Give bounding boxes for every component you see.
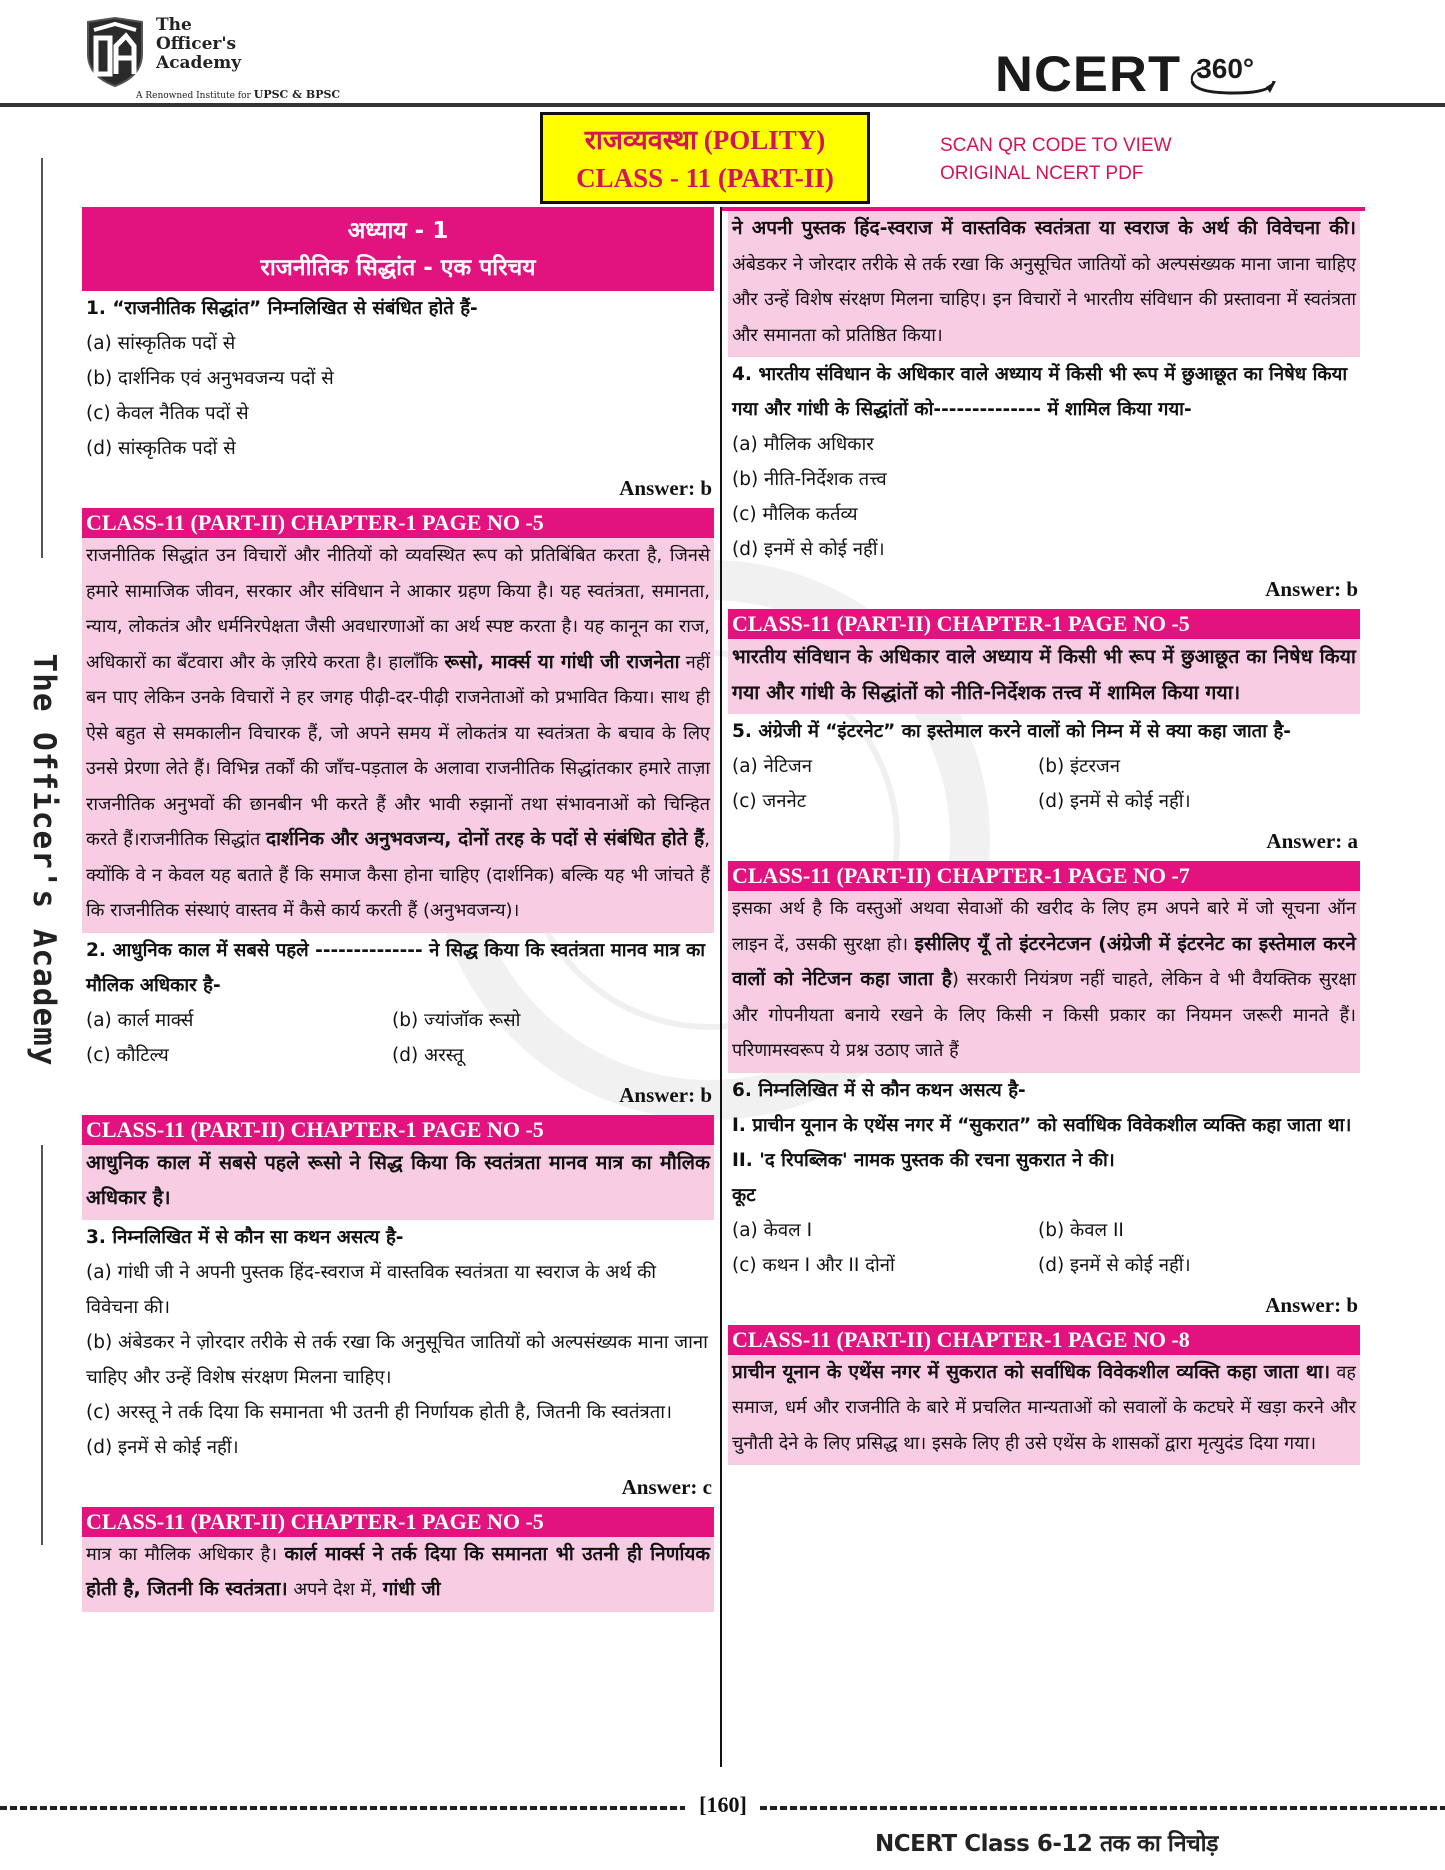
- reference-explanation-continued: ने अपनी पुस्तक हिंद-स्वराज में वास्तविक स्वतंत्रता या स्वराज के अर्थ की विवेचना की। अंबेडकर ने जोरदार तरीके से तर्क रखा कि अनुसूचित जातियों को अल्पसंख्यक माना जाना चाहिए और उन्हें विशेष संरक्षण मिलना चाहिए। इन विचारों ने भारतीय संविधान की प्रस्तावना में स्वतंत्रता और समानता को प्रतिष्ठित किया।: [728, 211, 1360, 357]
- question-block-5: [728, 714, 1360, 1073]
- statement-1: I. प्राचीन यूनान के एथेंस नगर में “सुकरात” को सर्वाधिक विवेकशील व्यक्ति कहा जाता था।: [732, 1114, 1352, 1136]
- option-d: (d) अरस्तू: [392, 1044, 464, 1066]
- option-d: (d) इनमें से कोई नहीं।: [732, 539, 885, 560]
- answer-label: Answer: b: [1265, 577, 1358, 601]
- option-b: (b) ज्यांजॉक रूसो: [392, 1009, 521, 1031]
- chapter-header: [82, 207, 714, 291]
- option-c: (c) मौलिक कर्तव्य: [732, 504, 858, 525]
- option-b: (b) केवल II: [1038, 1219, 1124, 1241]
- qr-code-note: SCAN QR CODE TO VIEW ORIGINAL NCERT PDF: [940, 135, 1172, 184]
- footer-dashed-rule-right: [760, 1806, 1445, 1810]
- answer-label: Answer: b: [619, 1082, 712, 1107]
- code-label: कूट: [732, 1184, 756, 1206]
- question-block-6: [728, 1073, 1360, 1466]
- option-c: (c) कथन I और II दोनों: [732, 1254, 895, 1276]
- options-grid: [82, 1003, 714, 1073]
- option-b: (b) अंबेडकर ने ज़ोरदार तरीके से तर्क रखा कि अनुसूचित जातियों को अल्पसंख्यक माना जाना चाहिए और उन्हें विशेष संरक्षण मिलना चाहिए।: [86, 1331, 708, 1388]
- answer-label: Answer: a: [1266, 829, 1358, 853]
- question-block-2: [82, 933, 714, 1220]
- side-brand-label: The Officer's Academy: [26, 653, 62, 1067]
- class-title: CLASS - 11 (PART-II): [576, 163, 834, 193]
- academy-name: The Officer's Academy: [156, 15, 242, 73]
- left-column: [82, 207, 714, 1612]
- option-a: (a) सांस्कृतिक पदों से: [86, 333, 236, 354]
- answer-label: Answer: b: [1265, 1292, 1358, 1317]
- side-divider-top: [41, 158, 43, 558]
- footer-dashed-rule-left: [0, 1806, 685, 1810]
- question-text: 1. “राजनीतिक सिद्धांत” निम्नलिखित से संबंधित होते हैं-: [86, 298, 478, 319]
- option-c: (c) अरस्तू ने तर्क दिया कि समानता भी उतनी ही निर्णायक होती है, जितनी कि स्वतंत्रता।: [86, 1401, 673, 1423]
- reference-explanation: मात्र का मौलिक अधिकार है। कार्ल मार्क्स ने तर्क दिया कि समानता भी उतनी ही निर्णायक होती है, जितनी कि स्वतंत्रता। अपने देश में, गांधी जी: [82, 1537, 714, 1612]
- right-column: [728, 211, 1360, 1465]
- reference-explanation: आधुनिक काल में सबसे पहले रूसो ने सिद्ध किया कि स्वतंत्रता मानव मात्र का मौलिक अधिकार है।: [82, 1145, 714, 1220]
- reference-explanation: राजनीतिक सिद्धांत उन विचारों और नीतियों को व्यवस्थित रूप को प्रतिबिंबित करता है, जिनसे हमारे सामाजिक जीवन, सरकार और संविधान ने आकार ग्रहण किया है। यह स्वतंत्रता, समानता, न्याय, लोकतंत्र और धर्मनिरपेक्षता जैसी अवधारणाओं का अर्थ स्पष्ट करता है। यह कानून का राज, अधिकारों का बँटवारा और के ज़रिये करता है। हालाँकि रूसो, मार्क्स या गांधी जी राजनेता नहीं बन पाए लेकिन उनके विचारों ने हर जगह पीढ़ी-दर-पीढ़ी राजनेताओं को प्रभावित किया। साथ ही ऐसे बहुत से समकालीन विचारक हैं, जो अपने समय में लोकतंत्र या स्वतंत्रता के बचाव के लिए उनसे प्रेरणा लेते हैं। विभिन्न तर्कों की जाँच-पड़ताल के अलावा राजनीतिक सिद्धांतकार हमारे ताज़ा राजनीतिक अनुभवों की छानबीन भी करते हैं और भावी रुझानों तथा संभावनाओं को चिन्हित करते हैं।राजनीतिक सिद्धांत दार्शनिक और अनुभवजन्य, दोनों तरह के पदों से संबंधित होते हैं, क्योंकि वे न केवल यह बताते हैं कि समाज कैसा होना चाहिए (दार्शनिक) बल्कि यह भी जांचते हैं कि राजनीतिक संस्थाएं वास्तव में कैसे कार्य करती हैं (अनुभवजन्य)।: [82, 538, 714, 933]
- option-b: (b) नीति-निर्देशक तत्त्व: [732, 469, 887, 490]
- ncert-360-logo: [995, 44, 1281, 104]
- option-b: (b) दार्शनिक एवं अनुभवजन्य पदों से: [86, 368, 334, 389]
- reference-header: CLASS-11 (PART-II) CHAPTER-1 PAGE NO -5: [82, 508, 714, 538]
- academy-logo: [84, 12, 384, 101]
- question-block-1: [82, 291, 714, 933]
- reference-header: CLASS-11 (PART-II) CHAPTER-1 PAGE NO -5: [728, 609, 1360, 639]
- answer-label: Answer: c: [621, 1474, 712, 1499]
- reference-header: CLASS-11 (PART-II) CHAPTER-1 PAGE NO -5: [82, 1507, 714, 1537]
- academy-tagline: A Renowned Institute for UPSC & BPSC: [136, 88, 341, 101]
- question-block-3: [82, 1220, 714, 1612]
- option-d: (d) सांस्कृतिक पदों से: [86, 438, 236, 459]
- reference-explanation: प्राचीन यूनान के एथेंस नगर में सुकरात को सर्वाधिक विवेकशील व्यक्ति कहा जाता था। वह समाज, धर्म और राजनीति के बारे में प्रचलित मान्यताओं को सवालों के कटघरे में खड़ा करने और चुनौती देने के लिए प्रसिद्ध था। इसके लिए ही उसे एथेंस के शासकों द्वारा मृत्युदंड दिया गया।: [728, 1355, 1360, 1466]
- question-text: 3. निम्नलिखित में से कौन सा कथन असत्य है-: [86, 1226, 404, 1248]
- option-a: (a) गांधी जी ने अपनी पुस्तक हिंद-स्वराज में वास्तविक स्वतंत्रता या स्वराज के अर्थ की विवेचना की।: [86, 1261, 657, 1318]
- option-d: (d) इनमें से कोई नहीं।: [1038, 1254, 1191, 1276]
- question-block-4: [728, 357, 1360, 714]
- subject-title: राजव्यवस्था (POLITY): [584, 125, 826, 155]
- option-c: (c) कौटिल्य: [86, 1044, 169, 1066]
- reference-header: CLASS-11 (PART-II) CHAPTER-1 PAGE NO -5: [82, 1115, 714, 1145]
- question-text: 2. आधुनिक काल में सबसे पहले -------------- ने सिद्ध किया कि स्वतंत्रता मानव मात्र का मौलिक अधिकार है-: [86, 939, 706, 996]
- statement-2: II. 'द रिपब्लिक' नामक पुस्तक की रचना सुकरात ने की।: [732, 1149, 1115, 1171]
- options-grid: [728, 1213, 1360, 1283]
- option-a: (a) कार्ल मार्क्स: [86, 1009, 194, 1031]
- chapter-title: राजनीतिक सिद्धांत - एक परिचय: [260, 255, 536, 281]
- option-d: (d) इनमें से कोई नहीं।: [86, 1436, 239, 1458]
- option-c: (c) केवल नैतिक पदों से: [86, 403, 249, 424]
- option-b: (b) इंटरजन: [1038, 756, 1121, 777]
- options-grid: [728, 749, 1360, 819]
- reference-explanation: इसका अर्थ है कि वस्तुओं अथवा सेवाओं की खरीद के लिए हम अपने बारे में जो सूचना ऑन लाइन दें, उसकी सुरक्षा हो। इसीलिए यूँ तो इंटरनेटजन (अंग्रेजी में इंटरनेट का इस्तेमाल करने वालों को नेटिजन कहा जाता है) सरकारी नियंत्रण नहीं चाहते, लेकिन वे भी वैयक्तिक सुरक्षा और गोपनीयता बनाये रखने के लिए किसी न किसी प्रकार का नियमन जरूरी मानते हैं। परिणामस्वरूप ये प्रश्न उठाए जाते हैं: [728, 891, 1360, 1073]
- reference-header: CLASS-11 (PART-II) CHAPTER-1 PAGE NO -8: [728, 1325, 1360, 1355]
- question-text: 5. अंग्रेजी में “इंटरनेट” का इस्तेमाल करने वालों को निम्न में से क्या कहा जाता है-: [732, 721, 1291, 742]
- shield-logo-icon: [84, 16, 146, 88]
- question-text: 6. निम्नलिखित में से कौन कथन असत्य है-: [732, 1079, 1026, 1101]
- reference-header: CLASS-11 (PART-II) CHAPTER-1 PAGE NO -7: [728, 861, 1360, 891]
- header-divider: [0, 103, 1445, 107]
- side-divider-bottom: [41, 1145, 43, 1545]
- option-a: (a) केवल I: [732, 1219, 813, 1241]
- column-divider: [720, 207, 722, 1767]
- option-c: (c) जननेट: [732, 791, 807, 812]
- question-text: 4. भारतीय संविधान के अधिकार वाले अध्याय में किसी भी रूप में छुआछूत का निषेध किया गया और गांधी के सिद्धांतों को-------------- में शामिल किया गया-: [732, 364, 1348, 420]
- option-d: (d) इनमें से कोई नहीं।: [1038, 791, 1191, 812]
- page-number: [160]: [699, 1792, 747, 1817]
- answer-label: Answer: b: [619, 476, 712, 500]
- reference-explanation: भारतीय संविधान के अधिकार वाले अध्याय में किसी भी रूप में छुआछूत का निषेध किया गया और गांधी के सिद्धांतों को नीति-निर्देशक तत्त्व में शामिल किया गया।: [728, 639, 1360, 714]
- rotation-360-icon: 360°: [1186, 49, 1281, 99]
- footer-tagline: NCERT Class 6-12 तक का निचोड़: [875, 1831, 1218, 1857]
- option-a: (a) मौलिक अधिकार: [732, 434, 874, 455]
- option-a: (a) नेटिजन: [732, 756, 813, 777]
- chapter-number: अध्याय - 1: [347, 218, 449, 244]
- ncert-wordmark: NCERT: [995, 46, 1182, 102]
- subject-title-box: [540, 112, 870, 204]
